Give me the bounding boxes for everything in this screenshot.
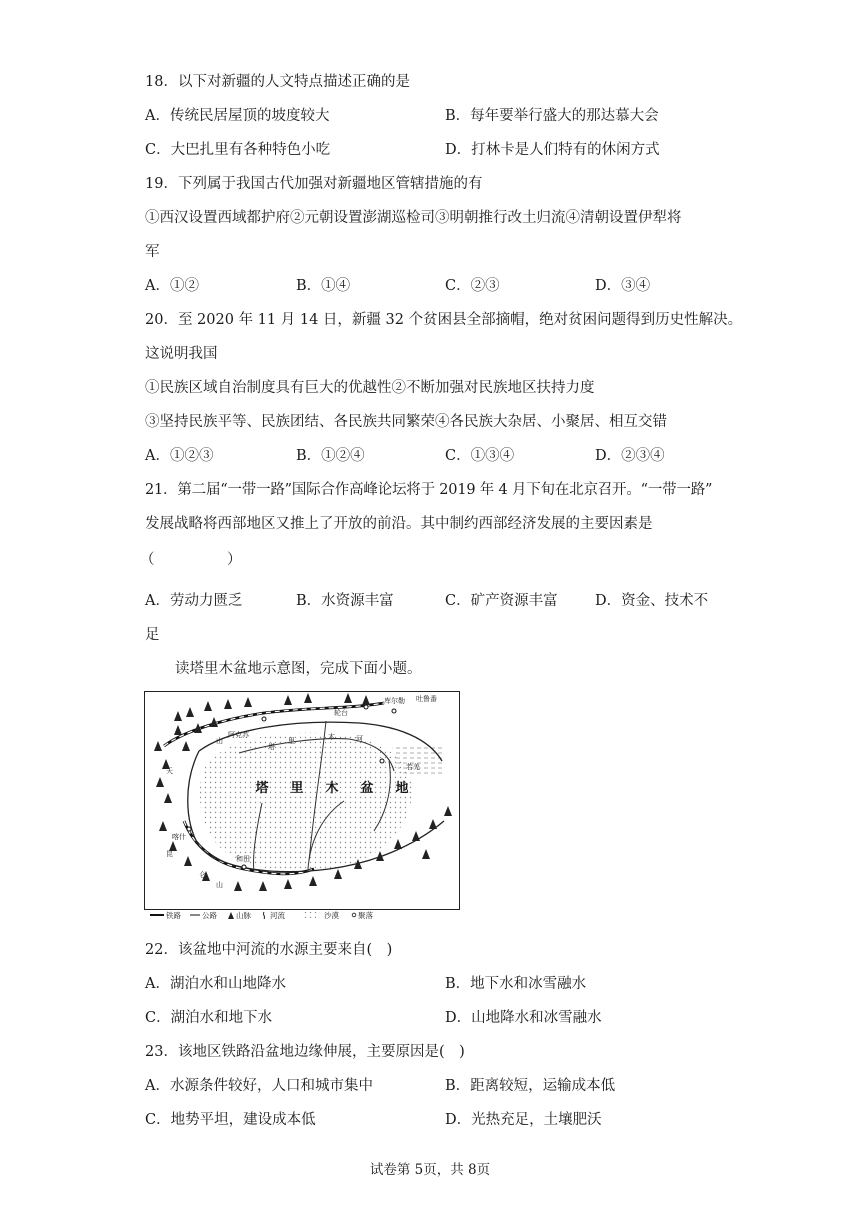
- q20-option-d[interactable]: D．②③④: [595, 448, 665, 464]
- q20-items-line2: ③坚持民族平等、民族团结、各民族共同繁荣④各民族大杂居、小聚居、相互交错: [145, 414, 667, 430]
- q23-option-d[interactable]: D．光热充足，土壤肥沃: [445, 1112, 602, 1128]
- q19-option-c[interactable]: C．②③: [445, 278, 500, 294]
- map-label-river-3: 木: [328, 733, 335, 741]
- q23-option-b[interactable]: B．距离较短，运输成本低: [445, 1078, 616, 1094]
- q22-option-c[interactable]: C．湖泊水和地下水: [145, 1010, 273, 1026]
- map-legend: [150, 910, 373, 920]
- map-label-hotan: 和田: [236, 855, 250, 863]
- map-label-river-4: 河: [356, 735, 363, 743]
- page-footer: 试卷第 5页，共 8页: [369, 1162, 491, 1178]
- basin-label-5: 地: [395, 781, 409, 796]
- map-label-kashgar: 喀什: [172, 833, 186, 841]
- q22-stem: 22．该盆地中河流的水源主要来自( ): [145, 942, 393, 958]
- q22-option-a[interactable]: A．湖泊水和山地降水: [145, 976, 286, 992]
- q19-stem: 19．下列属于我国古代加强对新疆地区管辖措施的有: [145, 176, 483, 192]
- q21-option-d[interactable]: D．资金、技术不: [595, 593, 709, 609]
- q23-option-c[interactable]: C．地势平坦，建设成本低: [145, 1112, 316, 1128]
- basin-label-1: 塔: [255, 781, 269, 796]
- legend-railway: 铁路: [166, 911, 181, 920]
- map-label-turpan: 吐鲁番: [416, 695, 437, 703]
- q18-option-a[interactable]: A．传统民居屋顶的坡度较大: [145, 108, 330, 124]
- map-label-aksu: 阿克苏: [228, 731, 249, 739]
- q20-option-b[interactable]: B．①②④: [296, 448, 365, 464]
- q19-items-line2: 军: [145, 244, 160, 260]
- q21-option-c[interactable]: C．矿产资源丰富: [445, 593, 558, 609]
- legend-desert: 沙漠: [324, 911, 339, 920]
- q18-stem: 18．以下对新疆的人文特点描述正确的是: [145, 74, 410, 90]
- q18-option-b[interactable]: B．每年要举行盛大的那达慕大会: [445, 108, 659, 124]
- legend-settlement: 聚落: [358, 911, 373, 920]
- q22-option-d[interactable]: D．山地降水和冰雪融水: [445, 1010, 602, 1026]
- q20-stem-line2: 这说明我国: [145, 346, 218, 362]
- map-label-luntai: 轮台: [334, 709, 348, 717]
- map-label-river-1: 塔: [268, 743, 275, 751]
- q18-option-d[interactable]: D．打林卡是人们特有的休闲方式: [445, 142, 660, 158]
- legend-highway: 公路: [202, 911, 217, 920]
- q20-option-a[interactable]: A．①②③: [145, 448, 214, 464]
- map-intro: 读塔里木盆地示意图，完成下面小题。: [175, 661, 422, 677]
- q21-option-a[interactable]: A．劳动力匮乏: [145, 593, 243, 609]
- map-label-shan-south: 山: [216, 881, 223, 889]
- q21-option-b[interactable]: B．水资源丰富: [296, 593, 394, 609]
- map-label-tian: 天: [166, 767, 173, 775]
- map-label-lun: 仑: [199, 871, 206, 879]
- q19-items-line1: ①西汉设置西域都护府②元朝设置澎湖巡检司③明朝推行改土归流④清朝设置伊犁将: [145, 210, 682, 226]
- legend-mountain: 山脉: [236, 911, 251, 920]
- basin-label-2: 里: [290, 781, 304, 796]
- map-label-shan: 山: [216, 737, 223, 745]
- q19-option-a[interactable]: A．①②: [145, 278, 199, 294]
- map-label-korla: 库尔勒: [384, 697, 405, 705]
- q21-stem-line2: 发展战略将西部地区又推上了开放的前沿。其中制约西部经济发展的主要因素是: [145, 516, 653, 532]
- q23-option-a[interactable]: A．水源条件较好，人口和城市集中: [145, 1078, 373, 1094]
- q21-option-d-continued: 足: [145, 627, 160, 643]
- q19-option-b[interactable]: B．①④: [296, 278, 351, 294]
- legend-river: 河流: [270, 911, 285, 920]
- q22-option-b[interactable]: B．地下水和冰雪融水: [445, 976, 587, 992]
- q19-option-d[interactable]: D．③④: [595, 278, 651, 294]
- q20-stem-line1: 20．至 2020 年 11 月 14 日，新疆 32 个贫困县全部摘帽，绝对贫困问题得到历史性解决。: [145, 312, 743, 328]
- map-label-river-2: 里: [288, 737, 295, 745]
- q21-answer-blank[interactable]: （ ）: [140, 552, 242, 568]
- map-label-kun: 昆: [166, 850, 173, 858]
- basin-label-4: 盆: [360, 781, 374, 796]
- q18-option-c[interactable]: C．大巴扎里有各种特色小吃: [145, 142, 331, 158]
- q20-items-line1: ①民族区域自治制度具有巨大的优越性②不断加强对民族地区扶持力度: [145, 380, 595, 396]
- q21-stem-line1: 21．第二届“一带一路”国际合作高峰论坛将于 2019 年 4 月下旬在北京召开。“一带一路”: [145, 482, 713, 498]
- map-label-ruoqiang: 若羌: [406, 763, 420, 771]
- tarim-basin-map: [144, 691, 460, 923]
- q23-stem: 23．该地区铁路沿盆地边缘伸展，主要原因是( ): [145, 1044, 465, 1060]
- basin-label-3: 木: [325, 781, 339, 796]
- q20-option-c[interactable]: C．①③④: [445, 448, 515, 464]
